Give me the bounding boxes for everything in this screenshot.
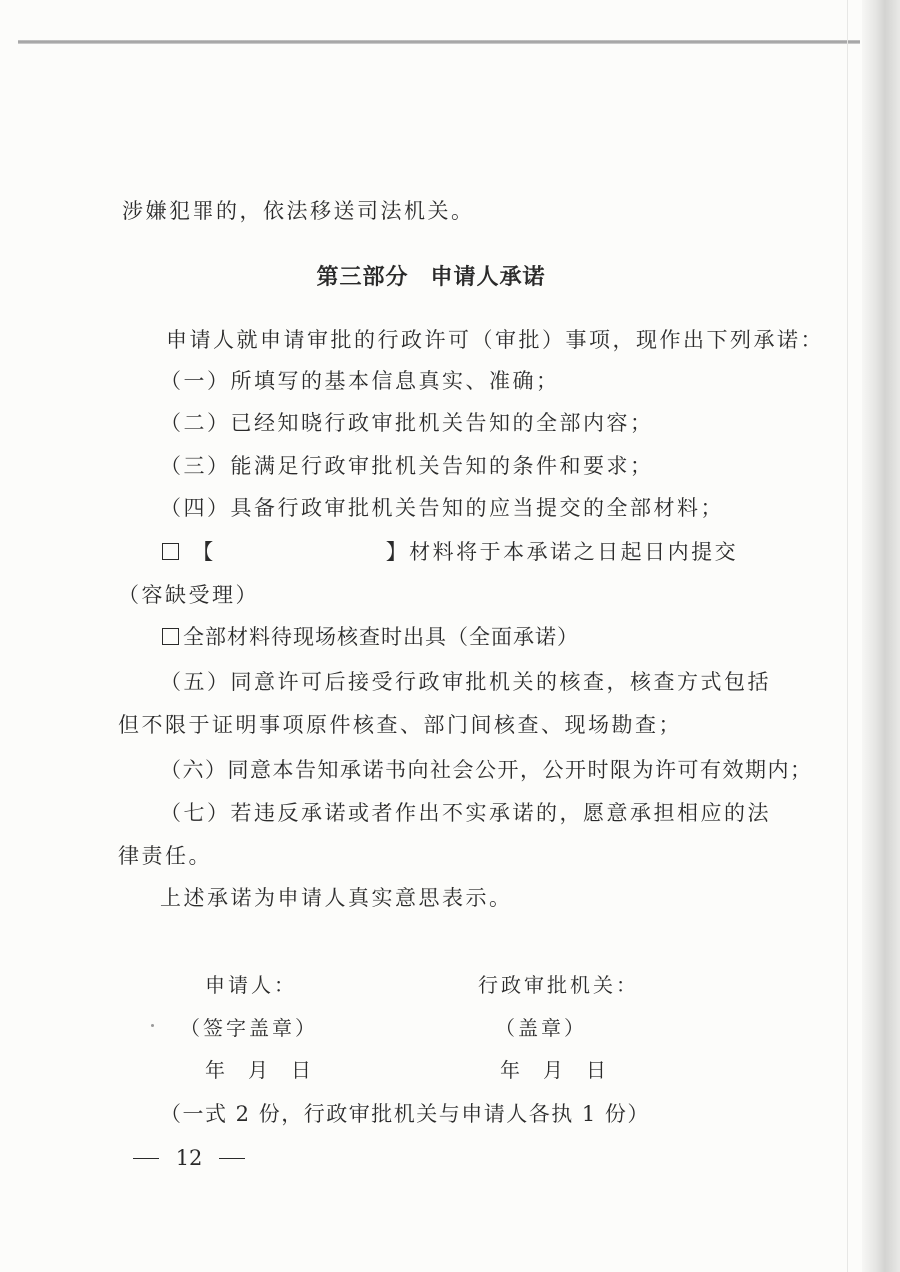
item-two: （二）已经知晓行政审批机关告知的全部内容； xyxy=(160,411,654,435)
applicant-date-day: 日 xyxy=(291,1058,314,1082)
header-rule xyxy=(18,40,860,44)
full-commit-text: 全部材料待现场核查时出具（全面承诺） xyxy=(183,625,579,649)
item-four: （四）具备行政审批机关告知的应当提交的全部材料； xyxy=(160,496,724,520)
page-number-left-dash xyxy=(133,1158,159,1159)
partial-commit-cont: （容缺受理） xyxy=(118,583,259,607)
lead-text: 申请人就申请审批的行政许可（审批）事项，现作出下列承诺： xyxy=(166,328,824,352)
authority-label: 行政审批机关： xyxy=(478,973,639,997)
partial-commit-line xyxy=(162,542,738,563)
partial-commit-text: 】材料将于本承诺之日起日内提交 xyxy=(385,540,739,564)
page-number-right-dash xyxy=(219,1158,245,1159)
copies-note: （一式 2 份，行政审批机关与申请人各执 1 份） xyxy=(160,1102,650,1126)
scan-edge-line xyxy=(847,0,848,1272)
intro-tail-text: 涉嫌犯罪的，依法移送司法机关。 xyxy=(122,199,475,223)
item-three: （三）能满足行政审批机关告知的条件和要求； xyxy=(160,454,654,478)
scan-edge-shadow xyxy=(862,0,900,1272)
item-five-a: （五）同意许可后接受行政审批机关的核查，核查方式包括 xyxy=(160,670,771,694)
scan-speck xyxy=(151,1024,154,1027)
page-number-value: 12 xyxy=(175,1146,203,1170)
partial-commit-open-bracket: 【 xyxy=(192,540,216,564)
authority-note: （盖章） xyxy=(495,1016,587,1040)
item-seven-a: （七）若违反承诺或者作出不实承诺的，愿意承担相应的法 xyxy=(160,801,771,825)
section-title-part: 第三部分 xyxy=(316,264,409,290)
partial-commit-checkbox[interactable] xyxy=(162,543,179,560)
applicant-note: （签字盖章） xyxy=(180,1016,318,1040)
authority-date-month: 月 xyxy=(543,1058,566,1082)
applicant-date-year: 年 xyxy=(205,1058,228,1082)
applicant-date-month: 月 xyxy=(248,1058,271,1082)
closing-text: 上述承诺为申请人真实意思表示。 xyxy=(160,886,513,910)
full-commit-line xyxy=(162,627,579,648)
full-commit-checkbox[interactable] xyxy=(162,628,179,645)
item-five-b: 但不限于证明事项原件核查、部门间核查、现场勘查； xyxy=(118,713,682,737)
authority-date-year: 年 xyxy=(500,1058,523,1082)
section-title-name: 申请人承诺 xyxy=(430,264,546,290)
item-six: （六）同意本告知承诺书向社会公开，公开时限为许可有效期内； xyxy=(160,758,813,782)
item-seven-b: 律责任。 xyxy=(118,844,212,868)
applicant-date xyxy=(205,1060,334,1080)
page-number xyxy=(133,1148,245,1169)
section-title xyxy=(0,260,862,291)
authority-date-day: 日 xyxy=(586,1058,609,1082)
applicant-label: 申请人： xyxy=(205,973,297,997)
item-one: （一）所填写的基本信息真实、准确； xyxy=(160,369,560,393)
authority-date xyxy=(500,1060,629,1080)
